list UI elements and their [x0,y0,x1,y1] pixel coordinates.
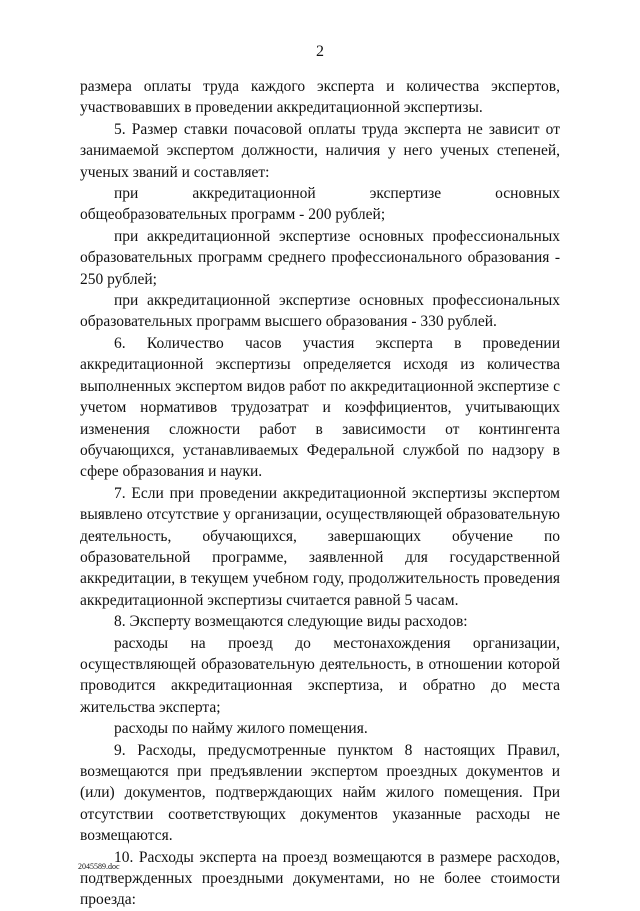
paragraph-10: 10. Расходы эксперта на проезд возмещаются в размере расходов, подтвержденных проездными документами, но не более стоимости проезда: [80,848,560,909]
paragraph-9: 9. Расходы, предусмотренные пунктом 8 настоящих Правил, возмещаются при предъявлении экспертом проездных документов и (или) документов, подтверждающих найм жилого помещения. При отсутствии соответствующих документов указанные расходы не возмещаются. [80,741,560,845]
paragraph-5-rate-higher: при аккредитационной экспертизе основных профессиональных образовательных программ высшего образования - 330 рублей. [80,292,560,331]
paragraph-5: 5. Размер ставки почасовой оплаты труда эксперта не зависит от занимаемой экспертом должности, наличия у него ученых степеней, ученых званий и составляет: [80,120,560,181]
paragraph-continuation: размера оплаты труда каждого эксперта и количества экспертов, участвовавших в проведении аккредитационной экспертизы. [80,78,560,117]
paragraph-8-housing-expenses: расходы по найму жилого помещения. [114,720,368,738]
paragraph-5-rate-secondary: при аккредитационной экспертизе основных профессиональных образовательных программ среднего профессионального образования - 250 рублей; [80,227,560,288]
paragraph-7: 7. Если при проведении аккредитационной экспертизы экспертом выявлено отсутствие у организации, осуществляющей образовательную деятельность, обучающихся, завершающих обучение по образовательной программе, заявленной для государственной аккредитации, в текущем учебном году, продолжительность проведения аккредитационной экспертизы считается равной 5 часам. [80,484,560,609]
document-footer-filename: 2045589.doc [78,862,120,871]
paragraph-8-travel-expenses: расходы на проезд до местонахождения организации, осуществляющей образовательную деятельность, в отношении которой проводится аккредитационная экспертиза, и обратно до места жительства эксперта; [80,634,560,716]
paragraph-8: 8. Эксперту возмещаются следующие виды расходов: [114,613,468,631]
paragraph-5-rate-general: при аккредитационной экспертизе основных общеобразовательных программ - 200 рублей; [80,185,560,224]
page-number: 2 [316,43,324,60]
document-body [80,76,560,911]
paragraph-6: 6. Количество часов участия эксперта в проведении аккредитационной экспертизы определяется исходя из количества выполненных экспертом видов работ по аккредитационной экспертизе с учетом нормативов трудозатрат и коэффициентов, учитывающих изменения сложности работ в зависимости от контингента обучающихся, устанавливаемых Федеральной службой по надзору в сфере образования и науки. [80,334,560,481]
